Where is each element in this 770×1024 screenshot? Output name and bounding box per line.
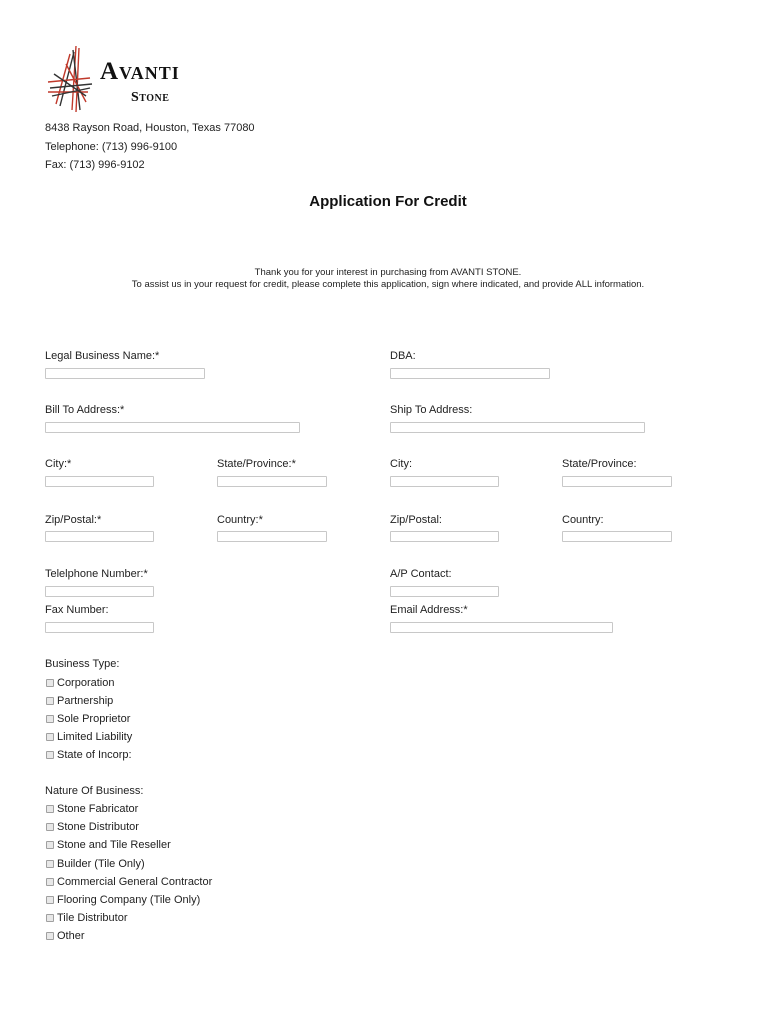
option-label: Sole Proprietor: [57, 713, 131, 725]
address-line: 8438 Rayson Road, Houston, Texas 77080: [45, 122, 255, 134]
nature-option[interactable]: [46, 821, 139, 833]
bill-to-address-label: Bill To Address:*: [45, 404, 125, 416]
legal-business-name-input[interactable]: [45, 368, 205, 379]
nature-option[interactable]: [46, 839, 171, 851]
checkbox[interactable]: [46, 914, 54, 922]
checkbox[interactable]: [46, 896, 54, 904]
ship-state-input[interactable]: [562, 476, 672, 487]
checkbox[interactable]: [46, 823, 54, 831]
telephone-line: Telephone: (713) 996-9100: [45, 141, 178, 153]
checkbox[interactable]: [46, 751, 54, 759]
email-address-label: Email Address:*: [390, 604, 468, 616]
logo-brand-text: Avanti: [100, 58, 180, 85]
checkbox[interactable]: [46, 715, 54, 723]
bill-state-label: State/Province:*: [217, 458, 296, 470]
option-label: Stone and Tile Reseller: [57, 839, 171, 851]
bill-city-input[interactable]: [45, 476, 154, 487]
checkbox[interactable]: [46, 860, 54, 868]
checkbox[interactable]: [46, 805, 54, 813]
fax-line: Fax: (713) 996-9102: [45, 159, 145, 171]
dba-input[interactable]: [390, 368, 550, 379]
telephone-number-input[interactable]: [45, 586, 154, 597]
option-label: Corporation: [57, 677, 115, 689]
checkbox[interactable]: [46, 733, 54, 741]
bill-city-label: City:*: [45, 458, 72, 470]
bill-country-label: Country:*: [217, 514, 263, 526]
checkbox[interactable]: [46, 878, 54, 886]
checkbox[interactable]: [46, 932, 54, 940]
ship-country-label: Country:: [562, 514, 604, 526]
ship-zip-label: Zip/Postal:: [390, 514, 442, 526]
option-label: Other: [57, 930, 85, 942]
option-label: Flooring Company (Tile Only): [57, 894, 201, 906]
ap-contact-input[interactable]: [390, 586, 499, 597]
legal-business-name-label: Legal Business Name:*: [45, 350, 160, 362]
nature-of-business-label: Nature Of Business:: [45, 785, 144, 797]
ship-zip-input[interactable]: [390, 531, 499, 542]
bill-zip-label: Zip/Postal:*: [45, 514, 102, 526]
bill-zip-input[interactable]: [45, 531, 154, 542]
ship-to-address-input[interactable]: [390, 422, 645, 433]
checkbox[interactable]: [46, 697, 54, 705]
page-title: Application For Credit: [309, 193, 467, 210]
option-label: Stone Fabricator: [57, 803, 139, 815]
nature-option[interactable]: [46, 803, 138, 815]
bill-state-input[interactable]: [217, 476, 327, 487]
business-type-label: Business Type:: [45, 658, 120, 670]
nature-option[interactable]: [46, 930, 85, 942]
intro-line-1: Thank you for your interest in purchasing from AVANTI STONE.: [254, 267, 522, 278]
checkbox[interactable]: [46, 841, 54, 849]
ship-state-label: State/Province:: [562, 458, 637, 470]
logo-sub-text: Stone: [131, 90, 170, 105]
bill-country-input[interactable]: [217, 531, 327, 542]
option-label: Stone Distributor: [57, 821, 139, 833]
ship-city-label: City:: [390, 458, 412, 470]
ship-city-input[interactable]: [390, 476, 499, 487]
business-type-option[interactable]: [46, 731, 132, 743]
nature-option[interactable]: [46, 912, 128, 924]
ship-country-input[interactable]: [562, 531, 672, 542]
business-type-option[interactable]: [46, 677, 114, 689]
nature-option[interactable]: [46, 858, 145, 870]
ship-to-address-label: Ship To Address:: [390, 404, 473, 416]
email-address-input[interactable]: [390, 622, 613, 633]
option-label: Partnership: [57, 695, 114, 707]
nature-option[interactable]: [46, 876, 212, 888]
option-label: Builder (Tile Only): [57, 858, 145, 870]
option-label: Tile Distributor: [57, 912, 128, 924]
business-type-option[interactable]: [46, 749, 132, 761]
nature-option[interactable]: [46, 894, 200, 906]
bill-to-address-input[interactable]: [45, 422, 300, 433]
option-label: State of Incorp:: [57, 749, 132, 761]
checkbox[interactable]: [46, 679, 54, 687]
fax-number-label: Fax Number:: [45, 604, 109, 616]
option-label: Commercial General Contractor: [57, 876, 213, 888]
business-type-option[interactable]: [46, 695, 113, 707]
dba-label: DBA:: [390, 350, 416, 362]
business-type-option[interactable]: [46, 713, 130, 725]
ap-contact-label: A/P Contact:: [390, 568, 452, 580]
option-label: Limited Liability: [57, 731, 133, 743]
fax-number-input[interactable]: [45, 622, 154, 633]
telephone-number-label: Telelphone Number:*: [45, 568, 148, 580]
intro-line-2: To assist us in your request for credit, please complete this application, sign where indicated, and provide ALL information.: [131, 279, 645, 290]
